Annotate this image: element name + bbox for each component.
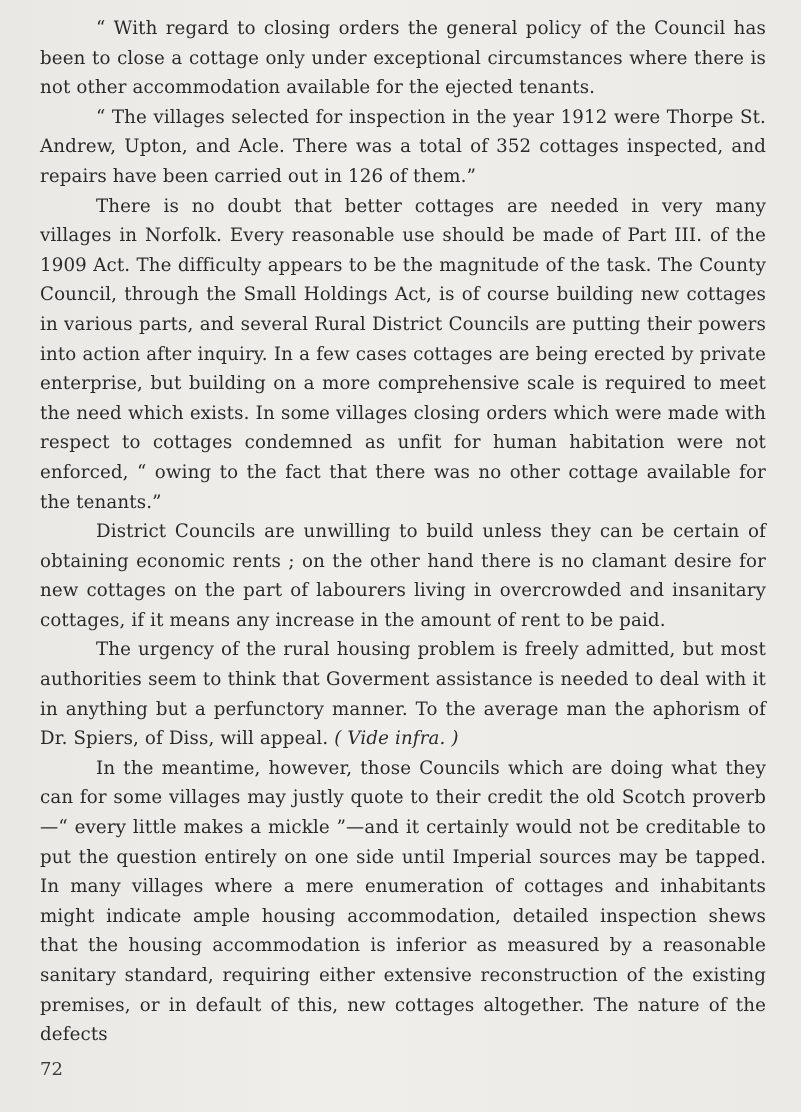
paragraph-closing-orders-policy: “ With regard to closing orders the general policy of the Council has been to close a cottage only under exceptional circumstances where there is not other accommodation available for the ejected tenants. xyxy=(40,18,766,99)
paragraph-meantime-councils: In the meantime, however, those Councils which are doing what they can for some villages may justly quote to their credit the old Scotch proverb —“ every little makes a mickle ”—and it certainly would not be creditable to put the question entirely on one side until Imperial sources may be tapped. In many villages where a mere enumeration of cottages and inhabitants might indicate ample housing accommodation, detailed inspection shews that the housing accommodation is inferior as measured by a reasonable sanitary standard, requiring either extensive reconstruction of the existing premises, or in default of this, new cottages altogether. The nature of the defects xyxy=(40,757,766,1046)
page-number: 72 xyxy=(40,1059,63,1080)
paragraph-rural-housing-urgency xyxy=(40,635,766,753)
paragraph-district-councils-unwilling: District Councils are unwilling to build unless they can be certain of obtaining economic rents ; on the other hand there is no clamant desire for new cottages on the part of labourers living in overcrowded and insanitary cottages, if it means any increase in the amount of rent to be paid. xyxy=(40,521,766,631)
body-text xyxy=(40,14,766,1050)
paragraph-better-cottages-needed: There is no doubt that better cottages are needed in very many villages in Norfolk. Every reasonable use should be made of Part III. of the 1909 Act. The difficulty appears to be the magnitude of the task. The County Council, through the Small Holdings Act, is of course building new cottages in various parts, and several Rural District Councils are putting their powers into action after inquiry. In a few cases cottages are being erected by private enterprise, but building on a more comprehensive scale is required to meet the need which exists. In some villages closing orders which were made with respect to cottages condemned as unfit for human habitation were not enforced, “ owing to the fact that there was no other cottage available for the tenants.” xyxy=(40,195,766,513)
paragraph-rural-housing-urgency-text: The urgency of the rural housing problem is freely admitted, but most authorities seem to think that Goverment assistance is needed to deal with it in anything but a perfunctory manner. To the average man the aphorism of Dr. Spiers, of Diss, will appeal. xyxy=(40,639,766,750)
vide-infra-reference: ( Vide infra. ) xyxy=(334,728,459,750)
paragraph-villages-inspected: “ The villages selected for inspection in the year 1912 were Thorpe St. Andrew, Upton, and Acle. There was a total of 352 cottages inspected, and repairs have been carried out in 126 of them.” xyxy=(40,106,766,187)
